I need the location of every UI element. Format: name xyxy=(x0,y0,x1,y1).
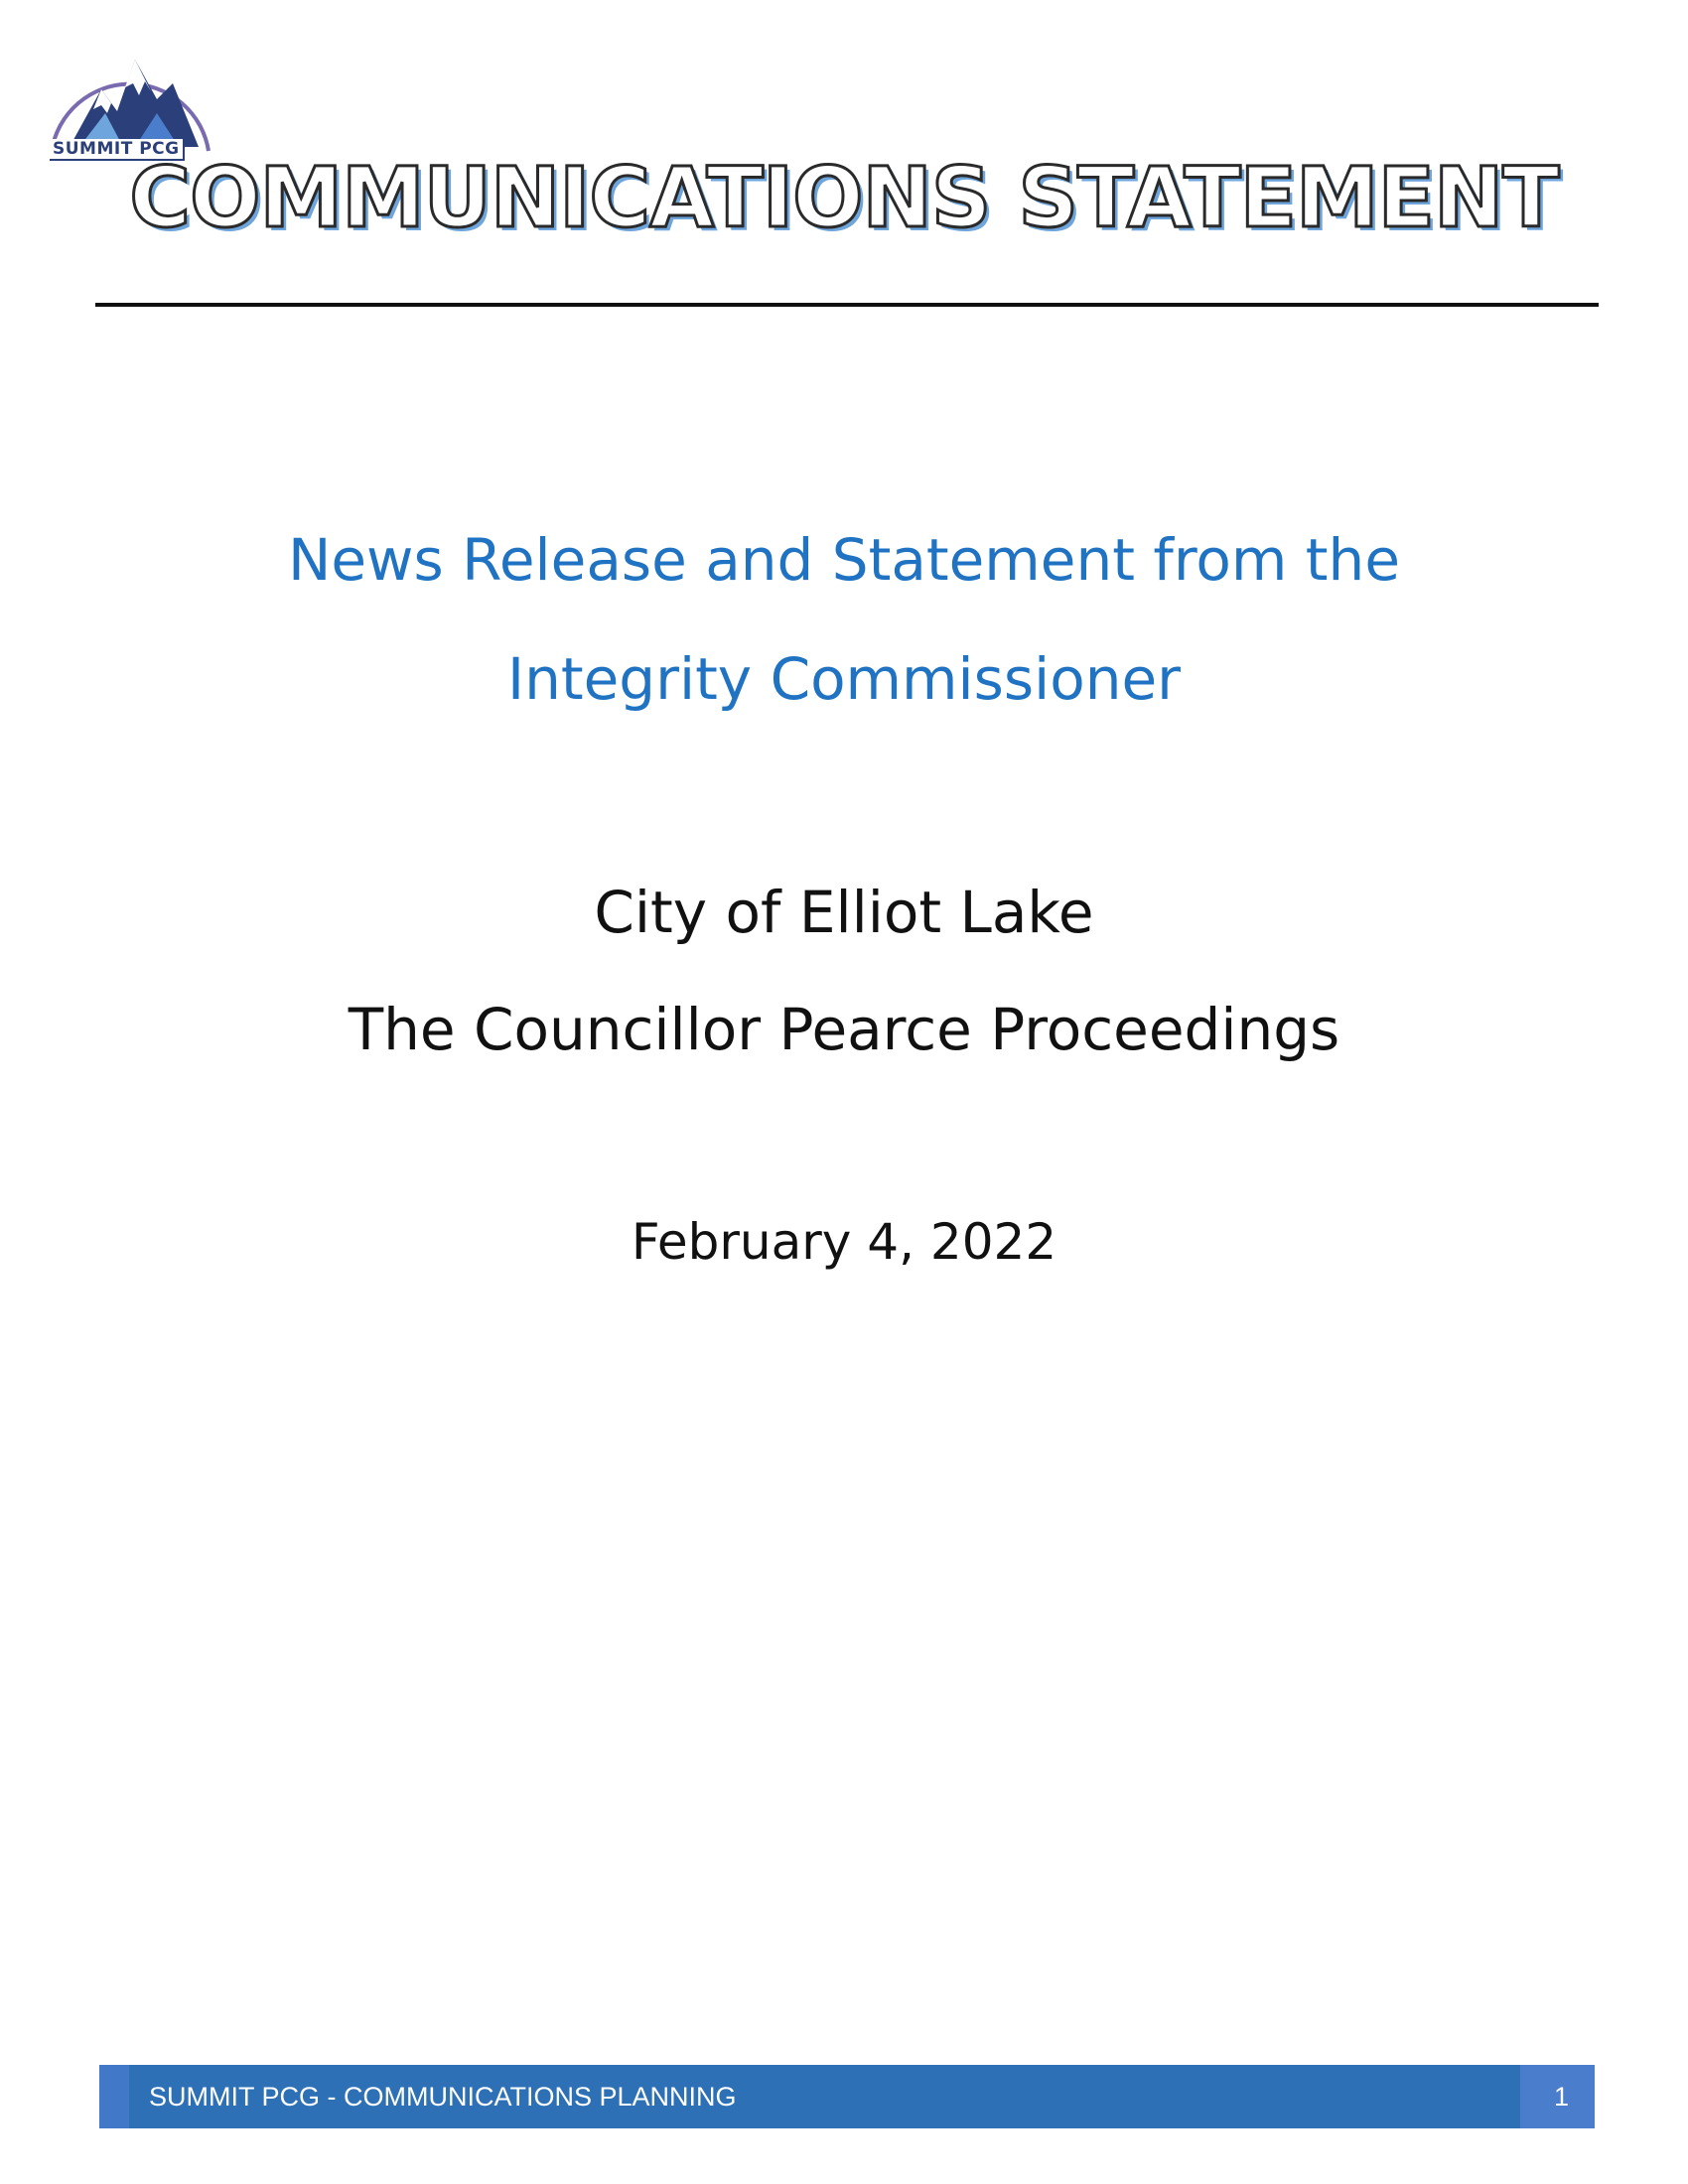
subtitle-line-2: Integrity Commissioner xyxy=(507,645,1181,713)
footer-accent xyxy=(99,2065,129,2128)
subtitle-line-1: News Release and Statement from the xyxy=(287,526,1400,594)
footer-page-box xyxy=(1520,2065,1595,2128)
statement-date: February 4, 2022 xyxy=(631,1213,1057,1271)
page-number: 1 xyxy=(1553,2082,1569,2112)
title-divider xyxy=(95,303,1599,307)
page-title: COMMUNICATIONS STATEMENT xyxy=(129,149,1559,246)
page-footer xyxy=(99,2065,1595,2128)
footer-label: SUMMIT PCG - COMMUNICATIONS PLANNING xyxy=(149,2082,737,2112)
logo-text: SUMMIT PCG xyxy=(50,139,185,161)
proceedings-title: The Councillor Pearce Proceedings xyxy=(348,996,1340,1063)
city-name: City of Elliot Lake xyxy=(594,879,1094,946)
